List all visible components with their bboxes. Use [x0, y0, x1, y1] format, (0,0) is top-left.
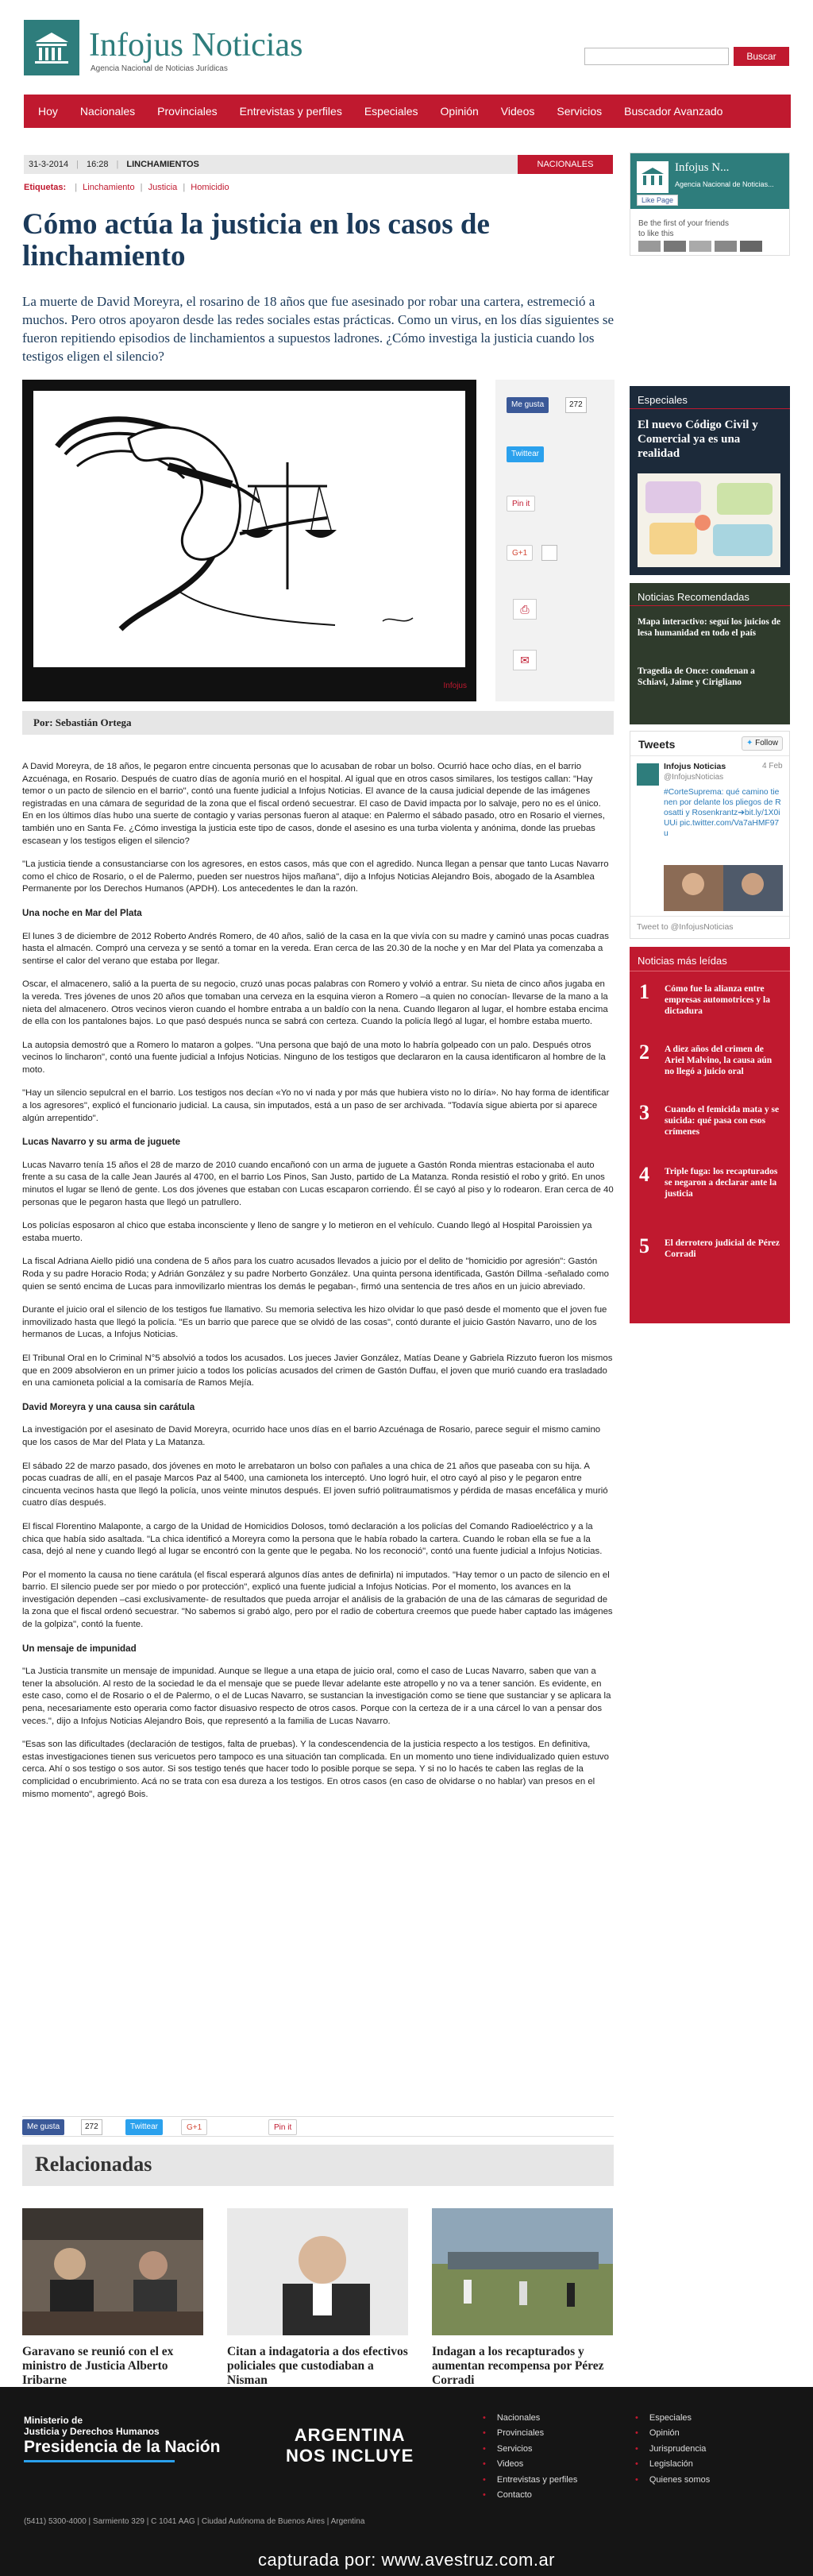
rank-number: 3 — [639, 1101, 649, 1124]
footer-links-col1 — [497, 2411, 577, 2503]
related-photo-field[interactable] — [432, 2208, 613, 2335]
footer-logo-divider — [24, 2460, 175, 2462]
tweet-handle[interactable]: @InfojusNoticias — [664, 773, 724, 782]
tag-link[interactable]: Linchamiento — [83, 183, 135, 192]
tag-sep: | — [183, 183, 186, 192]
nav-item[interactable]: Opinión — [440, 105, 479, 118]
footer-link[interactable]: • Videos — [497, 2457, 577, 2472]
facebook-like-count: 272 — [81, 2119, 102, 2135]
nav-item[interactable]: Buscador Avanzado — [624, 105, 723, 118]
footer-link[interactable]: • Nacionales — [497, 2411, 577, 2426]
footer-links-col2 — [649, 2411, 710, 2488]
tweet-date[interactable]: 4 Feb — [762, 762, 783, 770]
body-paragraph: El Tribunal Oral en lo Criminal N°5 absolvió a todos los acusados. Los jueces Javier González, Matías Deane y Gabriela Rizzuto fueron los mismos que en 2009 absolvieron en un primer juicio a todos los policías acusados del crimen de Gastón Duffau, el joven que murió cuando era trasladado en una camioneta policial a la comisaría de Ramos Mejía. — [22, 1353, 613, 1388]
print-icon[interactable]: ⎙ — [513, 599, 537, 620]
body-subheading: Lucas Navarro y su arma de juguete — [22, 1137, 181, 1148]
article-image — [22, 380, 476, 701]
mas-leida-link[interactable]: Cuando el femicida mata y se suicida: qué pasa con esos crímenes — [665, 1105, 780, 1137]
tweet-media[interactable] — [664, 865, 783, 911]
body-paragraph: Por el momento la causa no tiene carátula (el fiscal esperará algunos días antes de definirla) ni imputados. "Hay temor o un pacto de silencio en el barrio. El silencio puede ser por miedo o por protección", explicó una fuente judicial a Infojus Noticias. Por el momento, los avances en la investigación dependen –casi exclusivamente- de resultados que pueda arrojar el análisis de la grabación de una de las cámaras de seguridad de la zona que el fiscal ordenó secuestrar. "No sabemos si grabó algo, pero por el radio de cobertura creemos que puede haber captado las imágenes de la golpiza", contó la fuente. — [22, 1570, 613, 1630]
mas-leidas-title: Noticias más leídas — [638, 955, 727, 967]
article-section[interactable]: LINCHAMIENTOS — [126, 160, 199, 169]
logo-text-main: Infojus — [89, 27, 183, 64]
illustration-blindfolded-justice — [33, 391, 465, 667]
related-caption[interactable]: Indagan a los recapturados y aumentan recompensa por Pérez Corradi — [432, 2345, 604, 2387]
search-input[interactable] — [584, 48, 729, 65]
related-card[interactable] — [22, 2208, 203, 2388]
section-badge[interactable]: NACIONALES — [518, 155, 613, 174]
tweet-avatar[interactable] — [637, 763, 659, 786]
fb-friends-avatars — [638, 241, 762, 252]
search-button[interactable]: Buscar — [734, 47, 789, 66]
especiales-illustration[interactable] — [638, 473, 780, 567]
email-icon[interactable]: ✉ — [513, 650, 537, 670]
tweet-button[interactable]: Twittear — [507, 446, 544, 462]
body-paragraph: El fiscal Florentino Malaponte, a cargo de la Unidad de Homicidios Dolosos, tomó declaración a los policías del Comando Radioeléctrico y a la chica que había sido asaltada. "La chica identificó a Moreyra como la persona que le había robado la cartera. Cuando le roban ella se fue a la casa, dejó al nene y cuando llegó al lugar se encontró con la gente que le pegaba. No los reconoció", contó una fuente judicial a Infojus Noticias. — [22, 1521, 603, 1557]
google-plus-button[interactable]: G+1 — [507, 545, 533, 561]
facebook-like-button[interactable]: Me gusta — [507, 397, 549, 413]
mas-leidas-box — [630, 947, 790, 1323]
pinterest-button[interactable]: Pin it — [507, 496, 535, 512]
related-caption[interactable]: Citan a indagatoria a dos efectivos policiales que custodiaban a Nisman — [227, 2345, 408, 2387]
related-caption[interactable]: Garavano se reunió con el ex ministro de Justicia Alberto Iribarne — [22, 2345, 174, 2387]
especiales-item-link[interactable]: El nuevo Código Civil y Comercial ya es una realidad — [638, 419, 758, 460]
rank-number: 1 — [639, 980, 649, 1003]
twitter-follow-button[interactable] — [742, 736, 783, 751]
related-photo-meeting[interactable] — [22, 2208, 203, 2335]
related-title: Relacionadas — [35, 2153, 152, 2176]
share-column — [495, 380, 615, 701]
article-author: Por: Sebastián Ortega — [22, 711, 614, 735]
image-credit: Infojus — [443, 682, 467, 690]
pinterest-button[interactable]: Pin it — [268, 2119, 297, 2135]
footer-link[interactable]: • Legislación — [649, 2457, 710, 2472]
footer-ministry-logo[interactable] — [24, 2415, 160, 2437]
footer-link[interactable]: • Entrevistas y perfiles — [497, 2473, 577, 2488]
tweet-user[interactable]: Infojus Noticias — [664, 762, 726, 771]
nav-item[interactable]: Entrevistas y perfiles — [239, 105, 342, 118]
fb-page-sub: Agencia Nacional de Noticias... — [675, 180, 774, 188]
twitter-bird-icon: ✦ — [746, 739, 753, 747]
recomendadas-box — [630, 583, 790, 724]
footer-logo-line2: Justicia y Derechos Humanos — [24, 2426, 160, 2437]
facebook-like-button[interactable]: Me gusta — [22, 2119, 64, 2135]
fb-friends-text: Be the first of your friends to like this — [638, 219, 729, 238]
footer-link[interactable]: • Contacto — [497, 2488, 577, 2503]
related-card[interactable] — [432, 2208, 613, 2388]
body-paragraph: "Esas son las dificultades (declaración de testigos, falta de pruebas). Y la condescendencia de la justicia respecto a los testigos. En definitiva, estas investigaciones tienen sus vericuetos pero tampoco es una situación tan complicada. En un momento uno tiene individualizado quien estuvo cerca. Ahí o sos testigo o sos autor. Si sos testigo tenés que hacer todo lo posible porque se sepa. Y si no lo hacés te caben las reglas de la complicidad o encubrimiento. Acá no se trata con esa dureza a los testigos. En otros casos (en caso de olvidarse o no hablar) van presos en el mismo momento", agregó Bois. — [22, 1740, 609, 1799]
body-paragraph: Durante el juicio oral el silencio de los testigos fue llamativo. Su memoria selectiva les hizo olvidar lo que pasó desde el momento que el joven fue inmovilizado hasta que llegó la policía. "Es un barrio que parece que se olvidó de las cosas", contó durante el juicio Gastón Navarro, uno de los hermanos de Lucas, a Infojus Noticias. — [22, 1305, 607, 1340]
fb-page-cover[interactable] — [630, 153, 789, 209]
fb-like-page-button[interactable]: Like Page — [637, 195, 678, 206]
site-header — [0, 0, 813, 95]
footer-link[interactable]: • Especiales — [649, 2411, 710, 2426]
article-title: Cómo actúa la justicia en los casos de linchamiento — [22, 208, 490, 272]
recomendada-link[interactable]: Tragedia de Once: condenan a Schiavi, Jaime y Cirigliano — [638, 666, 755, 687]
nav-item[interactable]: Nacionales — [79, 105, 136, 118]
body-paragraph: A David Moreyra, de 18 años, le pegaron entre cincuenta personas que lo acusaban de robar un bolso. Ocurrió hace ocho días, en el barrio Azcuénaga, en Rosario. Después de cuatro días de agonía murió en el hospital. Al igual que en otros casos similares, los testigos callan: "Hay temor o un pacto de silencio en el barrio", contó una fuente judicial a Infojus Noticias. El avance de la causa judicial depende de las imágenes registradas en una cámara de seguridad de la zona que el fiscal ordenó secuestrar. El caso de David impacta por lo salvaje, pero no es el único. En en los últimos días hubo una suerte de contagio y varias personas fueron al ataque: en Palermo el sábado pasado, otro en Rosario el viernes, también uno en Santa Fe. ¿Cómo investiga la justicia este tipo de casos, donde el asesino es una turba violenta y anónima, donde las pruebas escasean y los testigos eligen el silencio? — [22, 762, 605, 846]
fb-page-name[interactable]: Infojus N... — [675, 161, 730, 174]
site-footer — [0, 2387, 813, 2576]
tag-link[interactable]: Justicia — [148, 183, 178, 192]
body-subheading: Una noche en Mar del Plata — [22, 907, 142, 918]
tags-row — [24, 183, 229, 192]
meta-separator: | — [76, 160, 79, 169]
related-card[interactable] — [227, 2208, 408, 2388]
nav-item[interactable]: Especiales — [364, 105, 418, 118]
body-paragraph: Lucas Navarro tenía 15 años el 28 de marzo de 2010 cuando encañonó con un arma de juguete a Gastón Ronda mientras estacionaba el auto frente a su casa de la calle Jean Jaurés al 4700, en el barrio Los Pinos, San Justo, partido de La Matanza. Ronda resistió el robo y gritó. En unos minutos el lugar se llenó de gente. Los dos jóvenes que estaban con Lucas escaparon corriendo. Él se cayó al piso y lo rodearon. Eran cerca de 40 personas que le pegaron hasta que llegó un patrullero. — [22, 1160, 614, 1207]
recomendadas-title: Noticias Recomendadas — [638, 591, 749, 603]
body-paragraph: "Hay un silencio sepulcral en el barrio. Los testigos nos decían «Yo no vi nada y por más que hubiera visto no lo diría». No hay forma de identificar a los agresores", explicó el funcionario judicial. La causa, sin imputados, está a un paso de ser archivada. "Todavía sigue abierta por si aparece algún arrepentido". — [22, 1088, 610, 1123]
especiales-box — [630, 386, 790, 575]
site-logo[interactable] — [24, 20, 326, 79]
body-paragraph: El lunes 3 de diciembre de 2012 Roberto Andrés Romero, de 40 años, salió de la casa en la que vivía con su madre y caminó unas pocas cuadras hasta el almacén. Compró una cerveza y se sentó a tomar en la vereda. Eran cerca de las 20.30 de la noche y en Mar del Plata ya comenzaba a sentirse el calor del verano que estaba por llegar. — [22, 931, 609, 966]
google-plus-count — [541, 545, 557, 561]
tweet-button[interactable]: Twittear — [125, 2119, 163, 2135]
tag-link[interactable]: Homicidio — [191, 183, 229, 192]
body-paragraph: Oscar, el almacenero, salió a la puerta de su negocio, cruzó unas pocas palabras con Romero y volvió a entrar. Su nieta de cinco años jugaba en la vereda. Tres jóvenes de unos 20 años que tomaban una cerveza en la esquina vieron a Romero –a quien no conocían- llevarse de la mano a la nieta del almacenero. Otros vecinos vieron cuando el hombre entraba a un baldío con la nena. Cuando llegaron al lugar, el hombre estaba encima de ella con los pantalones bajos. Lo que pasó después nunca se sabrá con certeza. Cuando la policía llegó al lugar, el hombre estaba muerto. — [22, 979, 608, 1027]
logo-emblem-icon — [637, 161, 669, 193]
footer-link[interactable]: • Provinciales — [497, 2426, 577, 2441]
tags-label: Etiquetas: — [24, 183, 67, 192]
tweet-text[interactable]: #CorteSuprema: qué camino tienen por delante los pliegos de Rosatti y Rosenkrantz➔bit.ly/1X0iUUi pic.twitter.com/Va7aHMF97u — [664, 788, 781, 838]
footer-link[interactable]: • Jurisprudencia — [649, 2442, 710, 2457]
footer-mid-line2: NOS INCLUYE — [286, 2446, 414, 2466]
meta-separator: | — [116, 160, 119, 169]
twitter-widget — [630, 731, 790, 939]
footer-link[interactable]: • Servicios — [497, 2442, 577, 2457]
footer-logo-line1: Ministerio de — [24, 2415, 83, 2426]
tag-sep: | — [140, 183, 143, 192]
footer-link[interactable]: • Opinión — [649, 2426, 710, 2441]
article-date: 31-3-2014 — [29, 160, 69, 169]
nav-item[interactable]: Provinciales — [157, 105, 218, 118]
rank-number: 4 — [639, 1163, 649, 1186]
mas-leida-link[interactable]: Cómo fue la alianza entre empresas automotrices y la dictadura — [665, 984, 770, 1016]
article-lead: La muerte de David Moreyra, el rosarino de 18 años que fue asesinado por robar una cartera, estremeció a muchos. Pero otros apoyaron desde las redes sociales estas prácticas. Como un virus, en los días siguientes se fueron repitiendo episodios de linchamientos a supuestos ladrones. ¿Cómo investiga la justicia cuando los testigos eligen el silencio? — [22, 294, 615, 364]
body-subheading: David Moreyra y una causa sin carátula — [22, 1401, 195, 1412]
facebook-page-widget — [630, 153, 790, 256]
nav-item[interactable]: Hoy — [38, 105, 58, 118]
logo-emblem-icon — [24, 20, 79, 75]
mas-leida-link[interactable]: Triple fuga: los recapturados se negaron a declarar ante la justicia — [665, 1167, 778, 1199]
footer-presidencia: Presidencia de la Nación — [24, 2438, 221, 2456]
body-paragraph: La investigación por el asesinato de David Moreyra, ocurrido hace unos días en el barrio Azcuénaga de Rosario, parece seguir el mismo camino que los casos de Mar del Plata y La Matanza. — [22, 1425, 601, 1447]
mas-leida-link[interactable]: A diez años del crimen de Ariel Malvino, la causa aún no llegó a juicio oral — [665, 1045, 773, 1076]
body-paragraph: La fiscal Adriana Aiello pidió una condena de 5 años para los cuatro acusados llevados a juicio por el delito de "homicidio por agresión": Gastón Roda y su padre Horacio Roda; y Adrián González y su padre Norberto González. Una quinta persona identificada, Gastón Dillma -señalado como quien se sentó encima de Lucas para inmovilizarlo mientras los demás le pegaban-, firmó una sentencia de tres años en un juicio abreviado. — [22, 1257, 609, 1292]
logo-text-accent: Noticias — [191, 27, 303, 64]
rank-number: 5 — [639, 1234, 649, 1257]
main-nav — [24, 95, 791, 128]
rank-number: 2 — [639, 1041, 649, 1064]
related-header — [22, 2145, 614, 2186]
related-photo-nisman[interactable] — [227, 2208, 408, 2335]
body-paragraph: La autopsia demostró que a Romero lo mataron a golpes. "Una persona que bajó de una moto lo habría golpeado con un palo. Después otros vecinos lo lincharon", contó una fuente judicial a Infojus Noticias. Ninguno de los testigos que declararon en la causa identificaron al hombre de la moto. — [22, 1040, 606, 1075]
especiales-title: Especiales — [638, 394, 688, 406]
mas-leida-link[interactable]: El derrotero judicial de Pérez Corradi — [665, 1238, 780, 1259]
google-plus-button[interactable]: G+1 — [181, 2119, 207, 2135]
footer-mid-line1: ARGENTINA — [294, 2425, 406, 2445]
footer-argentina-logo — [286, 2425, 414, 2466]
logo-subtitle: Agencia Nacional de Noticias Jurídicas — [91, 64, 228, 73]
body-subheading: Un mensaje de impunidad — [22, 1643, 137, 1654]
body-paragraph: "La Justicia transmite un mensaje de impunidad. Aunque se llegue a una etapa de juicio oral, como el caso de Lucas Navarro, saben que van a tener la absolución. Al resto de la sociedad le da el mensaje que se puede llevar adelante este atropello y no va a tener sanción. Es evidente, en este caso, como el de Rosario o el de Palermo, o el de Lucas Navarro, se sustancian la investigación como se tiene que sustanciar y se aplicara la pena, necesariamente esto operaria como factor disuasivo respecto de otros casos. Porque con la certeza de ir a una cárcel lo van a pensar dos veces.", dijo a Infojus Noticias Alejandro Bois, que representó a la familia de Lucas Navarro. — [22, 1666, 611, 1726]
body-paragraph: Los policías esposaron al chico que estaba inconsciente y lleno de sangre y lo metieron en el vehículo. Cuando llegó al Hospital Paroissien ya estaba muerto. — [22, 1221, 592, 1243]
article-time: 16:28 — [87, 160, 109, 169]
footer-address: (5411) 5300-4000 | Sarmiento 329 | C 1041 AAG | Ciudad Autónoma de Buenos Aires | Argentina — [24, 2517, 365, 2526]
nav-item[interactable]: Videos — [500, 105, 535, 118]
nav-item[interactable]: Servicios — [557, 105, 603, 118]
tweets-title: Tweets — [638, 738, 676, 751]
tag-sep: | — [75, 183, 78, 192]
body-paragraph: "La justicia tiende a consustanciarse con los agresores, en estos casos, más que con el agredido. Nunca llegan a pensar que tanto Lucas Navarro como el chico de Rosario, o el de Palermo, pueden ser nuestros hijos mañana", dijo a Infojus Noticias Alejandro Bois, abogado de la Asamblea Permanente por los Derechos Humanos (APDH). Los antecedentes le dan la razón. — [22, 859, 609, 894]
recomendada-link[interactable]: Mapa interactivo: seguí los juicios de lesa humanidad en todo el país — [638, 617, 781, 638]
body-paragraph: El sábado 22 de marzo pasado, dos jóvenes en moto le arrebataron un bolso con pañales a una chica de 21 años que paseaba con su hija. A pocas cuadras de allí, en el pasaje Marcos Paz al 5400, una camioneta los interceptó. Uno logró huir, el otro cayó al piso y le pegaron entre cincuenta vecinos hasta que llegó la policía, unos veinte minutos después. El joven sufrió politraumatismos y pérdida de masas encefálica y murió cuatro días después. — [22, 1461, 608, 1508]
article-body — [22, 761, 614, 1812]
capture-credit: capturada por: www.avestruz.com.ar — [257, 2550, 556, 2570]
bottom-share-bar — [22, 2116, 614, 2137]
footer-link[interactable]: • Quienes somos — [649, 2473, 710, 2488]
tweet-to-input[interactable]: Tweet to @InfojusNoticias — [630, 916, 789, 938]
follow-label: Follow — [755, 739, 779, 747]
facebook-like-count: 272 — [565, 397, 587, 413]
